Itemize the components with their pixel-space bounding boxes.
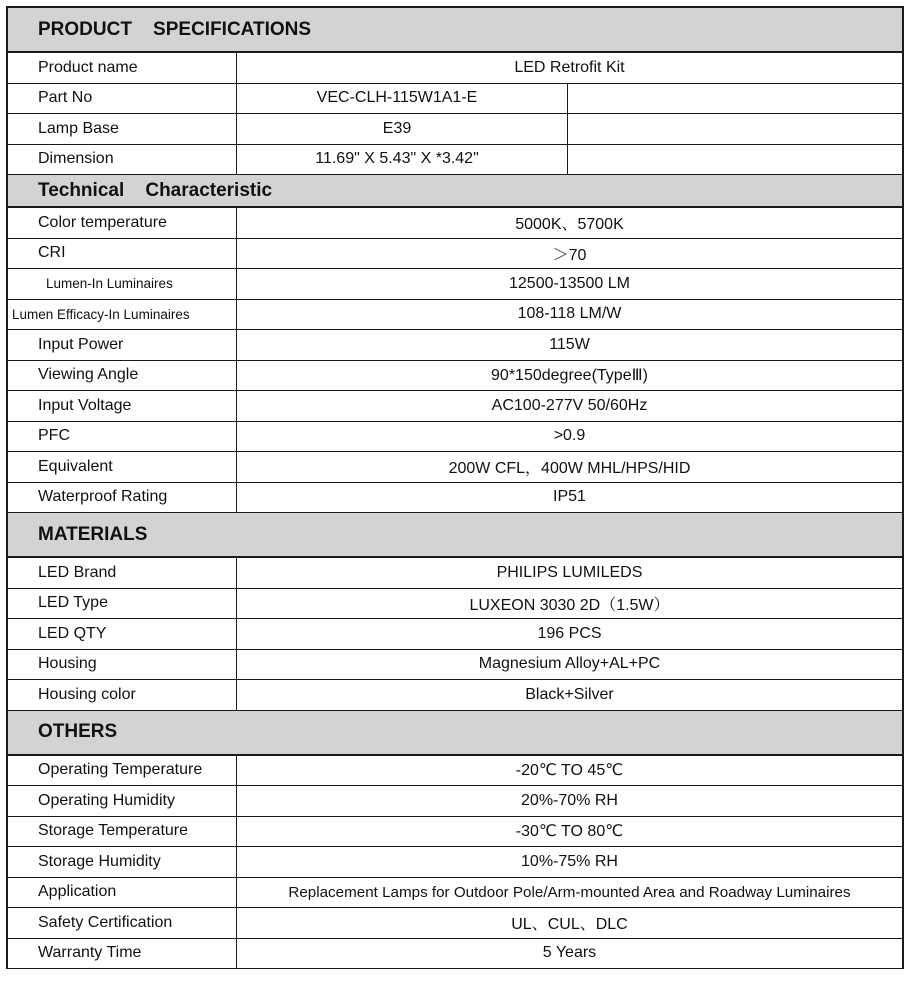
spec-label: Viewing Angle [8, 361, 237, 391]
spec-empty-cell [568, 145, 902, 175]
spec-row-warranty-time [6, 939, 904, 970]
spec-value: E39 [237, 114, 568, 144]
spec-label: Storage Humidity [8, 847, 237, 877]
spec-value: Magnesium Alloy+AL+PC [478, 655, 661, 673]
section-title: Technical Characteristic [38, 179, 273, 201]
spec-label: Operating Humidity [8, 786, 237, 816]
spec-value: UL、CUL、DLC [511, 916, 628, 934]
spec-value: 11.69" X 5.43" X *3.42" [237, 145, 568, 175]
spec-label: Lumen-In Luminaires [8, 269, 237, 299]
spec-row-input-power [6, 330, 904, 361]
spec-value: 12500-13500 LM [509, 274, 630, 292]
spec-value: IP51 [553, 488, 586, 506]
spec-label: Input Power [8, 330, 237, 360]
spec-label: LED Brand [8, 558, 237, 588]
section-title: MATERIALS [38, 523, 148, 545]
spec-value: 20%-70% RH [521, 791, 618, 809]
spec-label: Warranty Time [8, 939, 237, 969]
spec-value: AC100-277V 50/60Hz [491, 396, 648, 414]
spec-row-storage-humidity [6, 847, 904, 878]
spec-label: CRI [8, 239, 237, 269]
spec-label: Equivalent [8, 452, 237, 482]
section-title: PRODUCT SPECIFICATIONS [38, 18, 312, 40]
spec-label: Color temperature [8, 208, 237, 238]
spec-row-equivalent [6, 452, 904, 483]
section-header-others [6, 711, 904, 756]
spec-row-product-name [6, 53, 904, 84]
spec-value: -30℃ TO 80℃ [515, 823, 624, 841]
spec-row-cri [6, 239, 904, 270]
spec-row-safety-certification [6, 908, 904, 939]
spec-label: Application [8, 878, 237, 908]
spec-row-lumen-efficacy [6, 300, 904, 331]
spec-row-operating-humidity [6, 786, 904, 817]
spec-row-color-temperature [6, 208, 904, 239]
spec-row-lumen-in-luminaires [6, 269, 904, 300]
section-header-product-specifications [6, 6, 904, 53]
spec-value: VEC-CLH-115W1A1-E [237, 84, 568, 114]
spec-value: ＞70 [552, 246, 587, 264]
spec-value: 196 PCS [537, 624, 602, 642]
spec-row-housing [6, 650, 904, 681]
section-title: OTHERS [38, 721, 118, 742]
spec-label: Part No [8, 84, 237, 114]
spec-row-led-type [6, 589, 904, 620]
spec-row-input-voltage [6, 391, 904, 422]
spec-value: 200W CFL，400W MHL/HPS/HID [448, 460, 691, 478]
spec-value: LED Retrofit Kit [514, 58, 625, 76]
spec-value: 115W [549, 335, 590, 353]
spec-row-application [6, 878, 904, 909]
section-header-materials [6, 513, 904, 558]
spec-row-storage-temperature [6, 817, 904, 848]
spec-row-housing-color [6, 680, 904, 711]
spec-value: 5000K、5700K [515, 216, 624, 234]
spec-label: Product name [8, 53, 237, 83]
spec-empty-cell [568, 84, 902, 114]
spec-row-operating-temperature [6, 756, 904, 787]
spec-row-led-qty [6, 619, 904, 650]
spec-value: -20℃ TO 45℃ [515, 762, 624, 780]
spec-row-waterproof-rating [6, 483, 904, 514]
spec-value: >0.9 [553, 427, 586, 445]
spec-value: 108-118 LM/W [517, 305, 622, 323]
spec-label: Waterproof Rating [8, 483, 237, 513]
section-header-technical-characteristic [6, 175, 904, 208]
spec-value: LUXEON 3030 2D（1.5W） [469, 596, 670, 614]
spec-row-lamp-base [6, 114, 904, 145]
spec-value: 10%-75% RH [521, 852, 618, 870]
spec-value: 90*150degree(TypeⅢ) [491, 367, 648, 385]
spec-label: Lumen Efficacy-In Luminaires [8, 300, 237, 330]
spec-row-part-no [6, 84, 904, 115]
spec-row-pfc [6, 422, 904, 453]
spec-row-led-brand [6, 558, 904, 589]
spec-label: PFC [8, 422, 237, 452]
spec-row-viewing-angle [6, 361, 904, 392]
spec-label: Input Voltage [8, 391, 237, 421]
spec-label: Storage Temperature [8, 817, 237, 847]
spec-value: PHILIPS LUMILEDS [496, 563, 643, 581]
spec-label: Operating Temperature [8, 756, 237, 786]
spec-empty-cell [568, 114, 902, 144]
spec-row-dimension [6, 145, 904, 176]
spec-value: Replacement Lamps for Outdoor Pole/Arm-mounted Area and Roadway Luminaires [288, 883, 851, 901]
spec-label: Dimension [8, 145, 237, 175]
spec-label: Safety Certification [8, 908, 237, 938]
spec-sheet-table [6, 6, 904, 969]
spec-label: Lamp Base [8, 114, 237, 144]
spec-label: Housing [8, 650, 237, 680]
spec-label: LED QTY [8, 619, 237, 649]
spec-label: Housing color [8, 680, 237, 710]
spec-label: LED Type [8, 589, 237, 619]
spec-value: Black+Silver [525, 685, 614, 703]
spec-value: 5 Years [542, 944, 597, 962]
